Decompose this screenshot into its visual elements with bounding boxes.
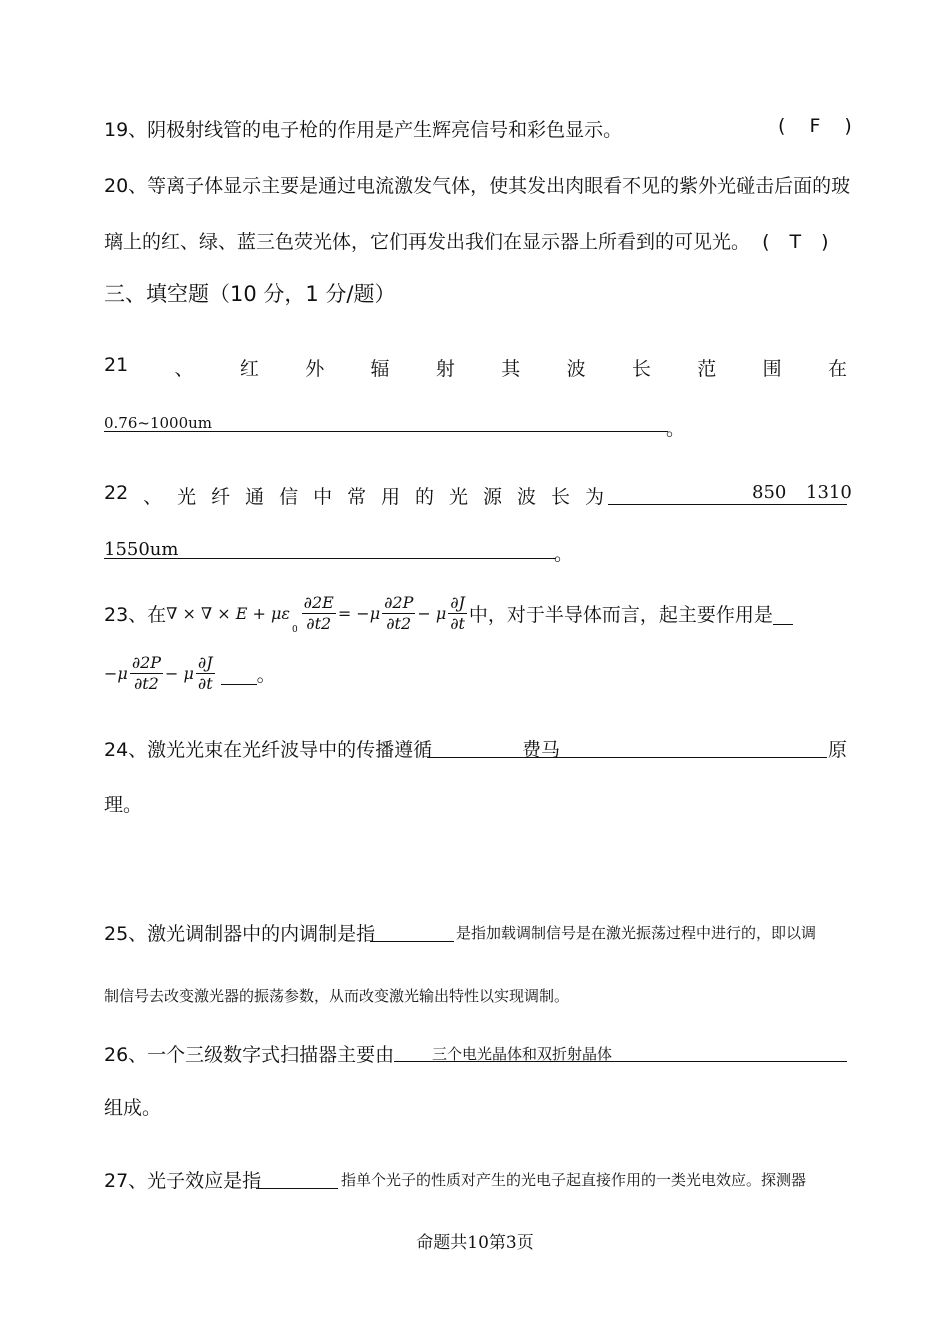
q23-equation	[166, 593, 469, 634]
q23-eq-minus: − μ	[417, 604, 447, 623]
q21-char: 、	[174, 358, 194, 380]
q21-char: 围	[762, 358, 782, 380]
q21-char: 外	[305, 358, 325, 380]
q25-answer-line2: 制信号去改变激光器的振荡参数，从而改变激光输出特性以实现调制。	[104, 987, 570, 1005]
q21-char: 其	[501, 358, 521, 380]
q22-char: 光	[449, 486, 469, 508]
q22-char: 通	[245, 486, 265, 508]
q23-eq-eq: = −μ	[337, 604, 381, 623]
q22-char: 为	[584, 486, 604, 508]
q23-ans-frac-j	[196, 653, 215, 694]
question-24-text: 24、激光光束在光纤波导中的传播遵循	[104, 739, 433, 761]
q21-char: 21	[104, 354, 129, 376]
q23-ans-minus2: − μ	[165, 664, 194, 683]
q23-num-j: ∂J	[450, 593, 465, 612]
q21-end: 。	[666, 418, 686, 440]
q24-tail: 原	[828, 739, 848, 761]
q22-char: 的	[415, 486, 435, 508]
q23-prefix: 23、在	[104, 604, 167, 626]
q22-char: 中	[313, 486, 333, 508]
question-19-answer: ( F )	[778, 115, 852, 137]
question-21-answer: 0.76~1000um	[104, 414, 213, 432]
q22-end: 。	[554, 543, 574, 565]
question-23-line2	[104, 653, 276, 694]
q23-end: 。	[256, 664, 276, 686]
q25-answer-line1: 是指加载调制信号是在激光振荡过程中进行的，即以调	[456, 924, 817, 942]
q22-char: 源	[483, 486, 503, 508]
question-25-text: 25、激光调制器中的内调制是指	[104, 923, 376, 945]
page-footer: 命题共10第3页	[416, 1233, 534, 1253]
q23-eq-lhs: ∇ × ∇ × E + με	[166, 604, 290, 623]
q21-char: 范	[697, 358, 717, 380]
section-title: 三、填空题（10 分，1 分/题）	[104, 282, 396, 306]
q23-ans-num-j: ∂J	[197, 653, 213, 672]
q23-frac-p	[382, 593, 415, 634]
q27-answer: 指单个光子的性质对产生的光电子起直接作用的一类光电效应。探测器	[341, 1171, 807, 1189]
question-20-answer: ( T )	[762, 231, 829, 253]
q22-char: 纤	[211, 486, 231, 508]
q23-ans-den-p: ∂t2	[133, 674, 159, 693]
q26-answer: 三个电光晶体和双折射晶体	[432, 1045, 613, 1063]
q22-char: 用	[381, 486, 401, 508]
q23-den-p: ∂t2	[386, 614, 412, 633]
question-19-text: 19、阴极射线管的电子枪的作用是产生辉亮信号和彩色显示。	[104, 119, 623, 141]
question-20-line2	[104, 227, 829, 254]
q25-underline	[370, 919, 454, 942]
q23-suffix: 中，对于半导体而言，起主要作用是	[468, 604, 773, 626]
q22-char: 波	[516, 486, 536, 508]
question-22-line1	[104, 482, 604, 509]
q24-answer: 费马	[522, 739, 561, 761]
q26-line2: 组成。	[104, 1097, 162, 1119]
q22-char: 常	[347, 486, 367, 508]
q23-ans-blank	[221, 662, 257, 685]
q22-answer-1550: 1550um	[104, 539, 179, 560]
q22-underline-2	[104, 541, 556, 559]
q22-answer-850: 850	[752, 482, 787, 503]
q23-answer-eq	[104, 653, 217, 694]
q22-char: 22	[104, 482, 129, 504]
q23-eq-sub: 0	[291, 624, 298, 635]
q21-char: 红	[239, 358, 259, 380]
q21-char: 在	[827, 358, 847, 380]
question-20-line2-text: 璃上的红、绿、蓝三色荧光体，它们再发出我们在显示器上所看到的可见光。	[104, 231, 751, 253]
q21-char: 射	[435, 358, 455, 380]
q21-underline	[104, 414, 668, 432]
question-27-text: 27、光子效应是指	[104, 1170, 262, 1192]
q22-char: 光	[177, 486, 197, 508]
q22-char: 信	[279, 486, 299, 508]
question-23-line1	[104, 593, 793, 634]
q21-char: 长	[631, 358, 651, 380]
q22-char: 长	[550, 486, 570, 508]
question-21-line1	[104, 354, 847, 381]
q21-char: 辐	[370, 358, 390, 380]
q24-underline	[427, 735, 827, 758]
q23-num-e: ∂2E	[303, 593, 334, 612]
q22-char: 、	[143, 486, 163, 508]
q23-blank	[773, 602, 793, 625]
q22-answer-1310: 1310	[806, 482, 852, 503]
q23-ans-frac-p	[130, 653, 163, 694]
q23-den-j: ∂t	[450, 614, 465, 633]
q23-frac-e	[302, 593, 336, 634]
q23-ans-num-p: ∂2P	[131, 653, 162, 672]
q21-char: 波	[566, 358, 586, 380]
q27-underline	[256, 1166, 338, 1189]
q23-num-p: ∂2P	[384, 593, 414, 612]
q23-frac-j	[448, 593, 467, 634]
q24-line2: 理。	[104, 794, 143, 816]
q23-ans-den-j: ∂t	[197, 674, 213, 693]
question-20-line1: 20、等离子体显示主要是通过电流激发气体，使其发出肉眼看不见的紫外光碰击后面的玻	[104, 175, 851, 197]
q23-ans-minus1: −μ	[104, 664, 128, 683]
q23-den-e: ∂t2	[306, 614, 332, 633]
question-26-text: 26、一个三级数字式扫描器主要由	[104, 1044, 395, 1066]
question-19	[104, 115, 622, 142]
